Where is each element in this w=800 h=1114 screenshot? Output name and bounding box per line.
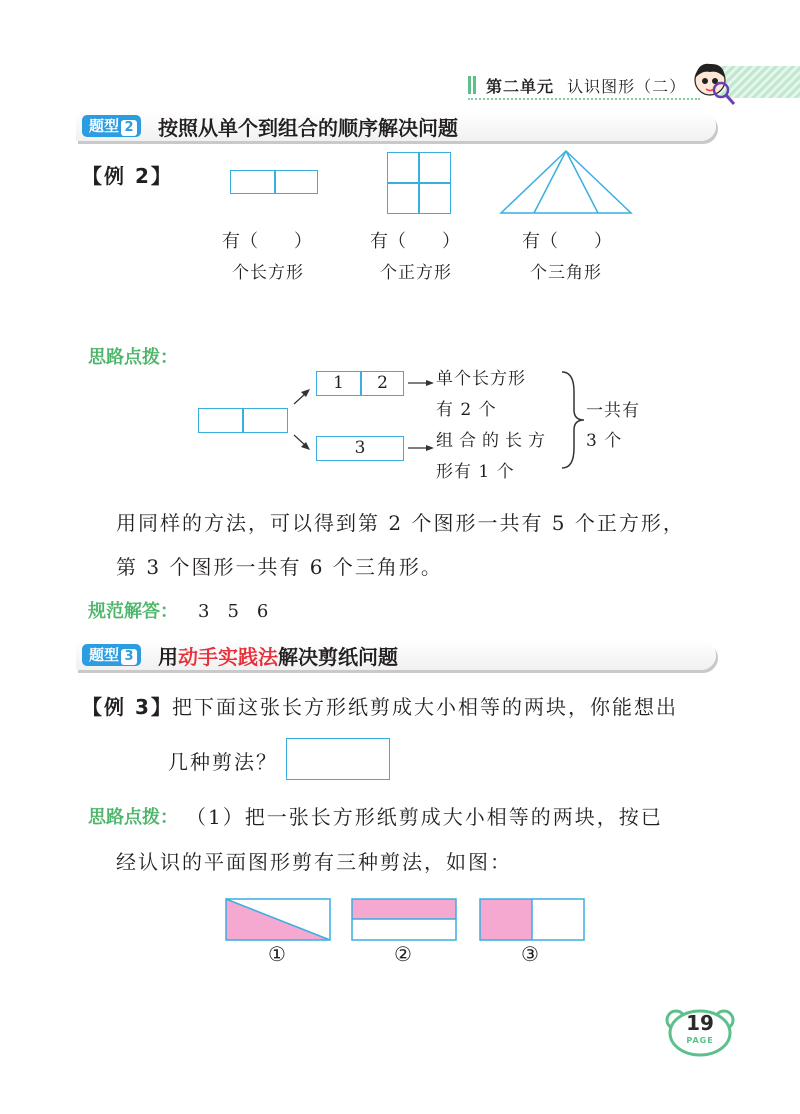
section3-tag-text: 题型 (89, 646, 120, 664)
figure2-question: 有（ ） (370, 231, 460, 252)
hint3-line-1: （1）把一张长方形纸剪成大小相等的两块，按已 (186, 805, 663, 829)
section2-tag (82, 115, 141, 137)
answer-label: 规范解答： (88, 601, 178, 622)
diagram-brace (560, 370, 586, 470)
cut-label-3: ③ (521, 942, 539, 966)
diagram-box-label-2: 2 (377, 373, 388, 393)
explanation-line-2: 第 3 个图形一共有 6 个三角形。 (116, 555, 443, 579)
section2-title: 按照从单个到组合的顺序解决问题 (158, 116, 458, 140)
hint3-line-2: 经认识的平面图形剪有三种剪法，如图： (116, 850, 512, 874)
section3-tag (82, 644, 141, 666)
cut-label-1: ① (268, 942, 286, 966)
section3-title-prefix: 用 (158, 645, 178, 669)
diagram-total-2: 3 个 (586, 431, 623, 451)
figure2-caption: 个正方形 (380, 263, 452, 283)
figure-rectangles (230, 170, 318, 194)
figure3-caption: 个三角形 (530, 263, 602, 283)
figure-squares (387, 152, 451, 214)
header-bars (468, 76, 480, 94)
hint-label-2: 思路点拨： (88, 807, 178, 828)
section3-title-highlight: 动手实践法 (178, 645, 278, 669)
section3-title (158, 641, 398, 670)
diagram-box-label-3: 3 (354, 438, 366, 458)
diagram-single-1: 单个长方形 (436, 369, 526, 389)
diagram-bottom-box (316, 436, 404, 461)
hint-label-1: 思路点拨： (88, 347, 178, 368)
figure1-question: 有（ ） (222, 231, 312, 252)
section2-tag-text: 题型 (89, 117, 120, 135)
header-title (486, 74, 686, 97)
diagram-total-1: 一共有 (586, 401, 640, 421)
answer-values: 3 5 6 (198, 601, 269, 622)
header-unit: 第二单元 (486, 77, 555, 96)
diagram-combined-1: 组合的长方 (436, 431, 551, 451)
example3-label: 【例 3】 (82, 695, 173, 719)
cut-label-2: ② (394, 942, 412, 966)
cut-diagonal (225, 898, 331, 941)
example2-label: 【例 2】 (82, 164, 173, 188)
diagram-box-label-1: 1 (333, 373, 344, 393)
header-divider (468, 98, 700, 100)
example3-question-2: 几种剪法？ (168, 750, 278, 774)
diagram-top-box (316, 371, 404, 396)
diagram-single-2: 有 2 个 (436, 400, 497, 420)
section3-title-suffix: 解决剪纸问题 (278, 645, 398, 669)
figure3-question: 有（ ） (522, 231, 612, 252)
paper-rectangle (286, 738, 390, 780)
diagram-source-box (198, 408, 288, 433)
header-chapter: 认识图形（二） (567, 77, 687, 96)
section3-number: 3 (121, 649, 137, 665)
cut-vertical (479, 898, 585, 941)
figure1-caption: 个长方形 (232, 263, 304, 283)
explanation-line-1: 用同样的方法，可以得到第 2 个图形一共有 5 个正方形， (116, 511, 685, 535)
diagram-combined-2: 形有 1 个 (436, 462, 515, 482)
page-word: PAGE (686, 1036, 714, 1045)
cut-horizontal (351, 898, 457, 941)
mascot-icon (688, 60, 738, 110)
figure-triangles (500, 150, 632, 214)
section2-number: 2 (121, 120, 137, 136)
page-number: 19 (686, 1011, 714, 1035)
example3-question-1: 把下面这张长方形纸剪成大小相等的两块，你能想出 (172, 695, 678, 719)
